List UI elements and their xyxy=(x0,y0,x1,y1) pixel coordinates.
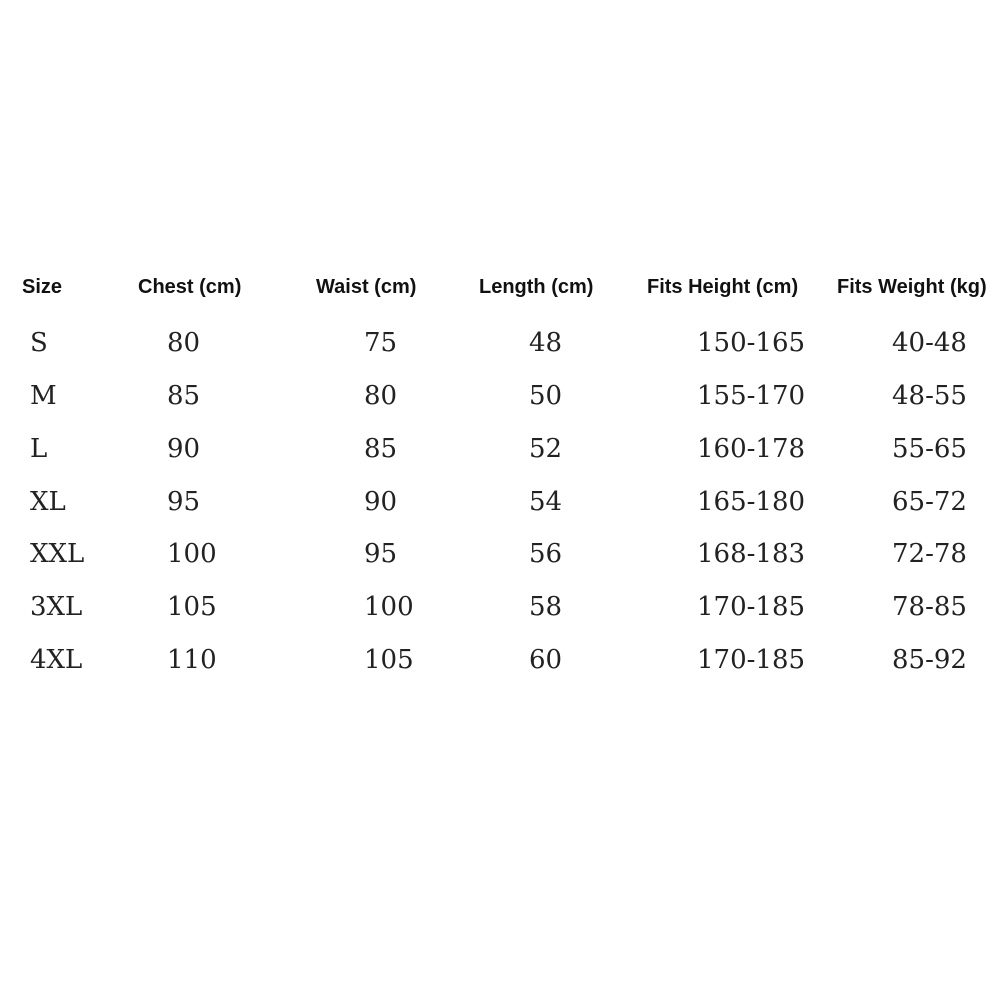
cell-size: M xyxy=(30,381,57,411)
cell-fits-height: 150-165 xyxy=(697,328,806,358)
cell-fits-height: 168-183 xyxy=(697,539,806,569)
header-fits-weight: Fits Weight (kg) xyxy=(837,276,987,298)
header-chest: Chest (cm) xyxy=(138,276,242,298)
cell-length: 48 xyxy=(529,328,563,358)
cell-chest: 100 xyxy=(167,539,217,569)
cell-fits-weight: 55-65 xyxy=(892,434,967,464)
cell-length: 58 xyxy=(529,592,563,622)
header-size: Size xyxy=(22,276,63,298)
cell-length: 50 xyxy=(529,381,563,411)
cell-fits-weight: 78-85 xyxy=(892,592,967,622)
cell-size: L xyxy=(30,434,48,464)
cell-waist: 75 xyxy=(364,328,398,358)
cell-length: 60 xyxy=(529,645,563,675)
cell-chest: 95 xyxy=(167,487,201,517)
cell-fits-weight: 65-72 xyxy=(892,487,967,517)
cell-fits-height: 170-185 xyxy=(697,592,806,622)
cell-fits-height: 165-180 xyxy=(697,487,806,517)
cell-fits-weight: 48-55 xyxy=(892,381,967,411)
header-length: Length (cm) xyxy=(479,276,594,298)
cell-length: 52 xyxy=(529,434,563,464)
header-fits-height: Fits Height (cm) xyxy=(647,276,799,298)
cell-length: 56 xyxy=(529,539,563,569)
cell-chest: 80 xyxy=(167,328,201,358)
cell-waist: 100 xyxy=(364,592,414,622)
cell-fits-weight: 85-92 xyxy=(892,645,967,675)
cell-waist: 80 xyxy=(364,381,398,411)
cell-fits-height: 160-178 xyxy=(697,434,806,464)
cell-chest: 85 xyxy=(167,381,201,411)
cell-chest: 90 xyxy=(167,434,201,464)
cell-fits-height: 170-185 xyxy=(697,645,806,675)
cell-fits-height: 155-170 xyxy=(697,381,806,411)
cell-waist: 85 xyxy=(364,434,398,464)
cell-fits-weight: 72-78 xyxy=(892,539,967,569)
cell-waist: 95 xyxy=(364,539,398,569)
cell-chest: 105 xyxy=(167,592,217,622)
cell-size: 4XL xyxy=(30,645,83,675)
cell-length: 54 xyxy=(529,487,563,517)
header-waist: Waist (cm) xyxy=(316,276,417,298)
cell-size: S xyxy=(30,328,48,358)
cell-size: 3XL xyxy=(30,592,83,622)
cell-waist: 90 xyxy=(364,487,398,517)
cell-fits-weight: 40-48 xyxy=(892,328,967,358)
cell-waist: 105 xyxy=(364,645,414,675)
cell-size: XL xyxy=(30,487,66,517)
cell-size: XXL xyxy=(30,539,85,569)
cell-chest: 110 xyxy=(167,645,217,675)
